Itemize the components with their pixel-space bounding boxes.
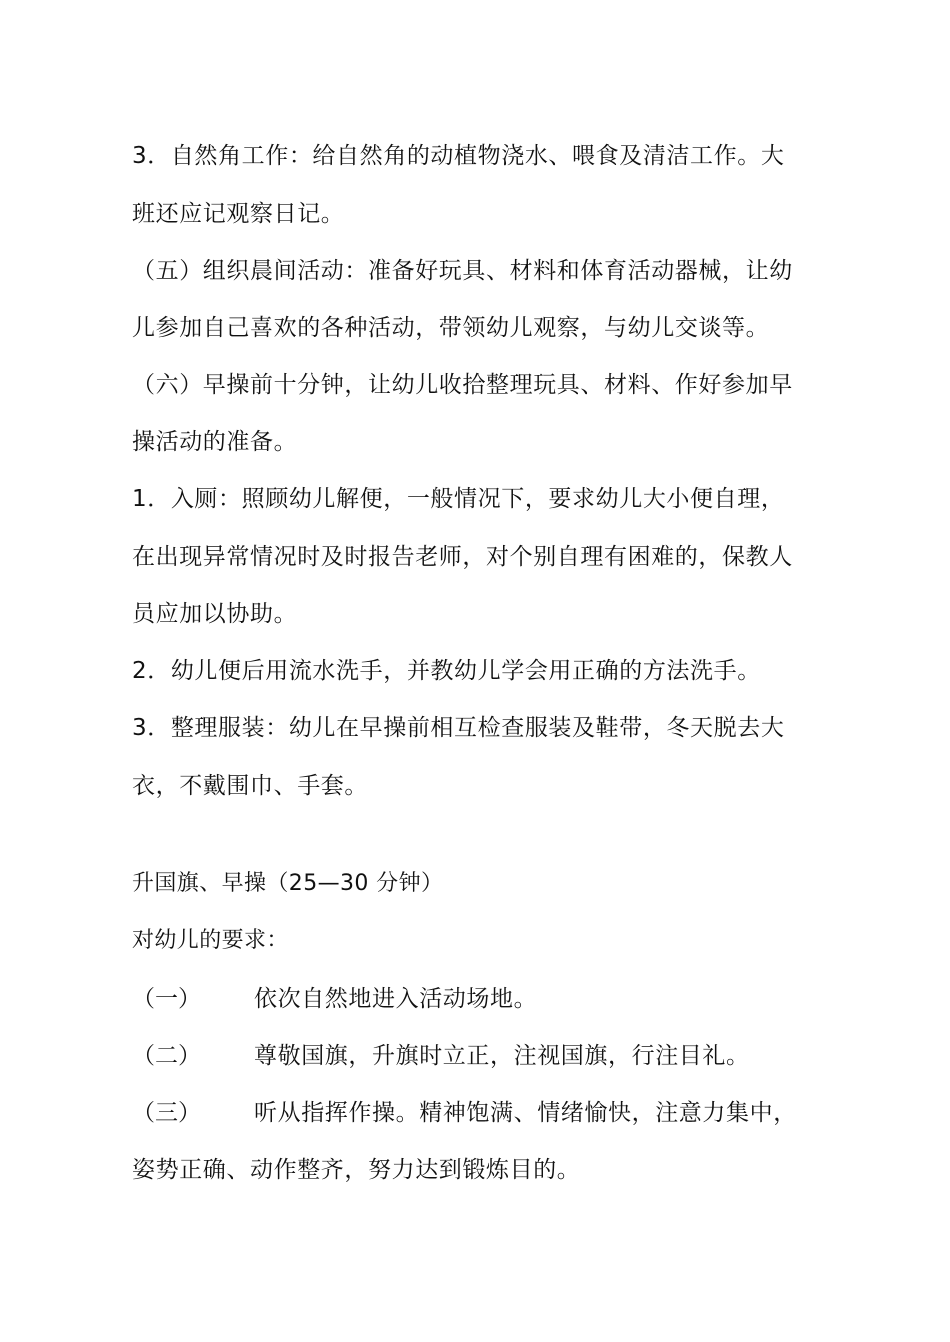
paragraph-line: 班还应记观察日记。 [132,201,345,227]
paragraph-line: 2．幼儿便后用流水洗手，并教幼儿学会用正确的方法洗手。 [132,658,761,684]
paragraph-line: 儿参加自己喜欢的各种活动，带领幼儿观察，与幼儿交谈等。 [132,315,770,341]
requirement-text: 依次自然地进入活动场地。 [254,986,538,1012]
paragraph-line: （五）组织晨间活动：准备好玩具、材料和体育活动器械，让幼 [132,258,793,284]
paragraph-line: 衣，不戴围巾、手套。 [132,773,368,799]
requirements-heading: 对幼儿的要求： [132,928,289,953]
paragraph-line: 1．入厕：照顾幼儿解便，一般情况下，要求幼儿大小便自理， [132,486,785,512]
paragraph-line: 员应加以协助。 [132,601,298,627]
requirement-text: 尊敬国旗，升旗时立正，注视国旗，行注目礼。 [254,1043,750,1069]
paragraph-line: 在出现异常情况时及时报告老师，对个别自理有困难的，保教人 [132,544,793,570]
paragraph-line: （六）早操前十分钟，让幼儿收拾整理玩具、材料、作好参加早 [132,372,793,398]
paragraph-line: 操活动的准备。 [132,429,298,455]
requirement-label: （三） [132,1100,201,1126]
paragraph-line: 3．整理服装：幼儿在早操前相互检查服装及鞋带，冬天脱去大 [132,715,785,741]
paragraph-line: 姿势正确、动作整齐，努力达到锻炼目的。 [132,1157,581,1183]
section-title: 升国旗、早操（25—30 分钟） [132,871,444,896]
requirement-label: （一） [132,986,201,1012]
paragraph-line: 3．自然角工作：给自然角的动植物浇水、喂食及清洁工作。大 [132,143,785,169]
requirement-text: 听从指挥作操。精神饱满、情绪愉快，注意力集中， [254,1100,797,1126]
requirement-label: （二） [132,1043,201,1069]
